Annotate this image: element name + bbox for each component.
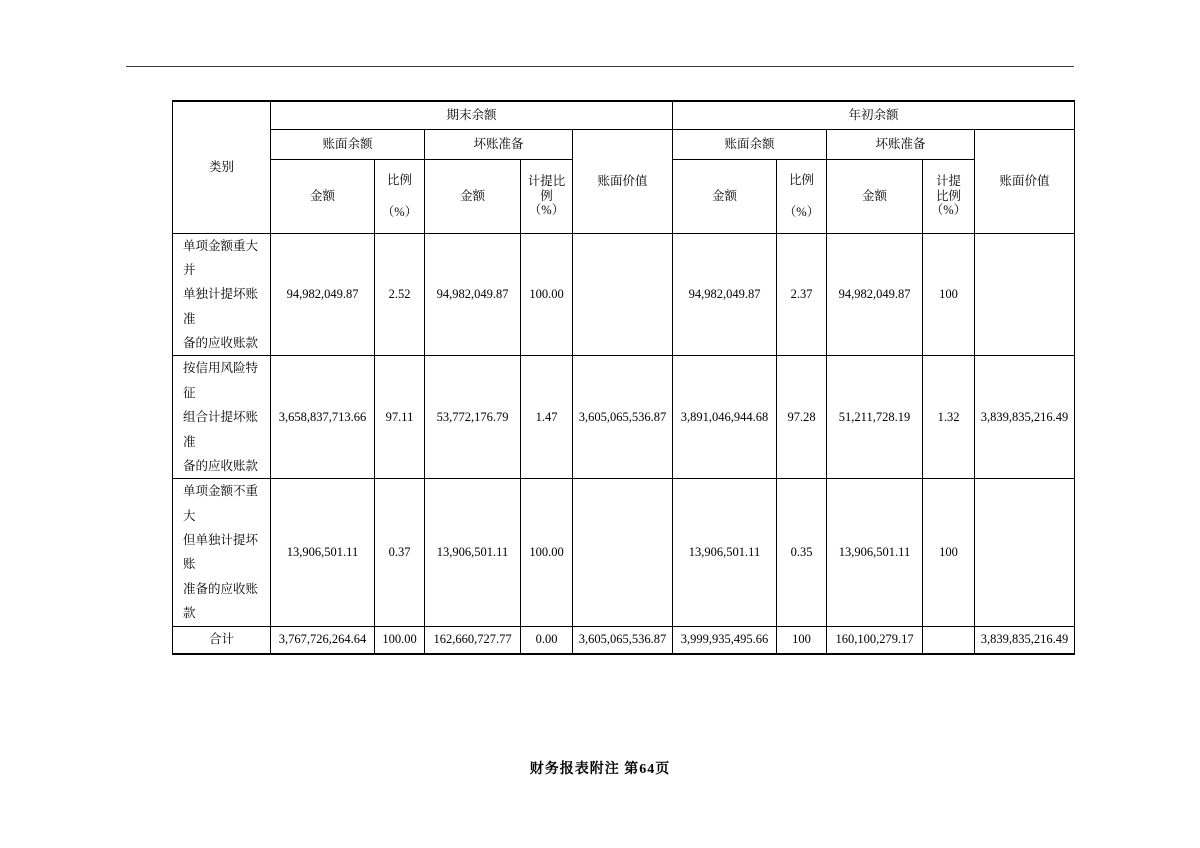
- header-end-provision-ratio-l1: 计提比: [527, 174, 566, 189]
- header-end-book-value: 账面价值: [573, 129, 673, 233]
- receivables-provision-table: [172, 100, 1075, 655]
- header-end-provision-ratio-unit: （%）: [528, 203, 565, 218]
- total-begin-provision: 160,100,279.17: [827, 626, 923, 654]
- total-label: 合计: [173, 626, 271, 654]
- cell-end-provision: 94,982,049.87: [425, 233, 521, 356]
- cell-begin-ratio: 97.28: [777, 356, 827, 479]
- header-end-provision-ratio: [521, 159, 573, 233]
- header-begin-provision-amount: 金额: [827, 159, 923, 233]
- total-begin-amount: 3,999,935,495.66: [673, 626, 777, 654]
- cell-begin-amount: 94,982,049.87: [673, 233, 777, 356]
- row-category-line: 备的应收账款: [183, 458, 259, 473]
- header-period-end-group: 期末余额: [271, 101, 673, 129]
- header-end-ratio-label: 比例: [386, 172, 412, 187]
- cell-begin-provision: 94,982,049.87: [827, 233, 923, 356]
- total-begin-book-value: 3,839,835,216.49: [975, 626, 1075, 654]
- row-category: [173, 233, 271, 356]
- cell-end-amount: 94,982,049.87: [271, 233, 375, 356]
- header-begin-provision-ratio: [923, 159, 975, 233]
- cell-begin-amount: 3,891,046,944.68: [673, 356, 777, 479]
- cell-begin-ratio: 2.37: [777, 233, 827, 356]
- header-rule: [126, 66, 1074, 67]
- header-begin-amount: 金额: [673, 159, 777, 233]
- cell-end-amount: 13,906,501.11: [271, 479, 375, 626]
- row-category-line: 备的应收账款: [183, 336, 259, 350]
- header-begin-ratio-label: 比例: [788, 172, 814, 187]
- cell-begin-provision-ratio: 100: [923, 479, 975, 626]
- page-footer: 财务报表附注 第64页: [529, 762, 671, 777]
- header-end-bad-debt: 坏账准备: [425, 129, 573, 159]
- row-category: [173, 479, 271, 626]
- cell-end-ratio: 2.52: [375, 233, 425, 356]
- cell-begin-provision: 51,211,728.19: [827, 356, 923, 479]
- row-category-line: 单独计提坏账准: [183, 287, 259, 326]
- row-category-line: 准备的应收账款: [183, 581, 259, 621]
- cell-begin-amount: 13,906,501.11: [673, 479, 777, 626]
- cell-begin-book-value: [975, 479, 1075, 626]
- table-row: [173, 479, 1075, 626]
- cell-end-amount: 3,658,837,713.66: [271, 356, 375, 479]
- header-end-ratio-unit: （%）: [381, 205, 418, 219]
- header-begin-book-value: 账面价值: [975, 129, 1075, 233]
- total-begin-provision-ratio: [923, 626, 975, 654]
- table-row: [173, 356, 1075, 479]
- table-header-group-row: [173, 101, 1075, 129]
- cell-end-book-value: 3,605,065,536.87: [573, 356, 673, 479]
- header-begin-bad-debt: 坏账准备: [827, 129, 975, 159]
- total-end-provision-ratio: 0.00: [521, 626, 573, 654]
- header-begin-provision-ratio-l2: 比例: [935, 188, 961, 203]
- table-row: [173, 233, 1075, 356]
- cell-end-book-value: [573, 479, 673, 626]
- header-end-provision-amount: 金额: [425, 159, 521, 233]
- row-category: [173, 356, 271, 479]
- row-category-line: 但单独计提坏账: [183, 533, 259, 572]
- header-begin-provision-ratio-unit: （%）: [930, 203, 967, 218]
- row-category-line: 按信用风险特征: [183, 361, 259, 400]
- header-begin-ratio-unit: （%）: [783, 205, 820, 219]
- header-begin-provision-ratio-l1: 计提: [935, 174, 961, 189]
- total-begin-ratio: 100: [777, 626, 827, 654]
- header-begin-book-balance: 账面余额: [673, 129, 827, 159]
- cell-begin-book-value: 3,839,835,216.49: [975, 356, 1075, 479]
- cell-end-provision: 13,906,501.11: [425, 479, 521, 626]
- header-year-begin-group: 年初余额: [673, 101, 1075, 129]
- header-end-ratio: [375, 159, 425, 233]
- cell-end-provision-ratio: 100.00: [521, 233, 573, 356]
- cell-begin-ratio: 0.35: [777, 479, 827, 626]
- cell-end-ratio: 0.37: [375, 479, 425, 626]
- header-begin-ratio: [777, 159, 827, 233]
- cell-begin-book-value: [975, 233, 1075, 356]
- cell-end-provision-ratio: 100.00: [521, 479, 573, 626]
- cell-begin-provision-ratio: 100: [923, 233, 975, 356]
- row-category-line: 单项金额不重大: [183, 484, 259, 523]
- table-total-row: [173, 626, 1075, 654]
- total-end-book-value: 3,605,065,536.87: [573, 626, 673, 654]
- cell-begin-provision: 13,906,501.11: [827, 479, 923, 626]
- row-category-line: 单项金额重大并: [183, 238, 259, 277]
- receivables-aging-table-wrapper: [172, 100, 1074, 655]
- cell-begin-provision-ratio: 1.32: [923, 356, 975, 479]
- table-header-sub-row: [173, 129, 1075, 159]
- header-category: 类别: [173, 101, 271, 233]
- header-end-provision-ratio-l2: 例: [540, 188, 553, 203]
- cell-end-book-value: [573, 233, 673, 356]
- total-end-ratio: 100.00: [375, 626, 425, 654]
- total-end-amount: 3,767,726,264.64: [271, 626, 375, 654]
- total-end-provision: 162,660,727.77: [425, 626, 521, 654]
- row-category-line: 组合计提坏账准: [183, 410, 259, 449]
- header-end-book-balance: 账面余额: [271, 129, 425, 159]
- cell-end-provision: 53,772,176.79: [425, 356, 521, 479]
- header-end-amount: 金额: [271, 159, 375, 233]
- cell-end-ratio: 97.11: [375, 356, 425, 479]
- cell-end-provision-ratio: 1.47: [521, 356, 573, 479]
